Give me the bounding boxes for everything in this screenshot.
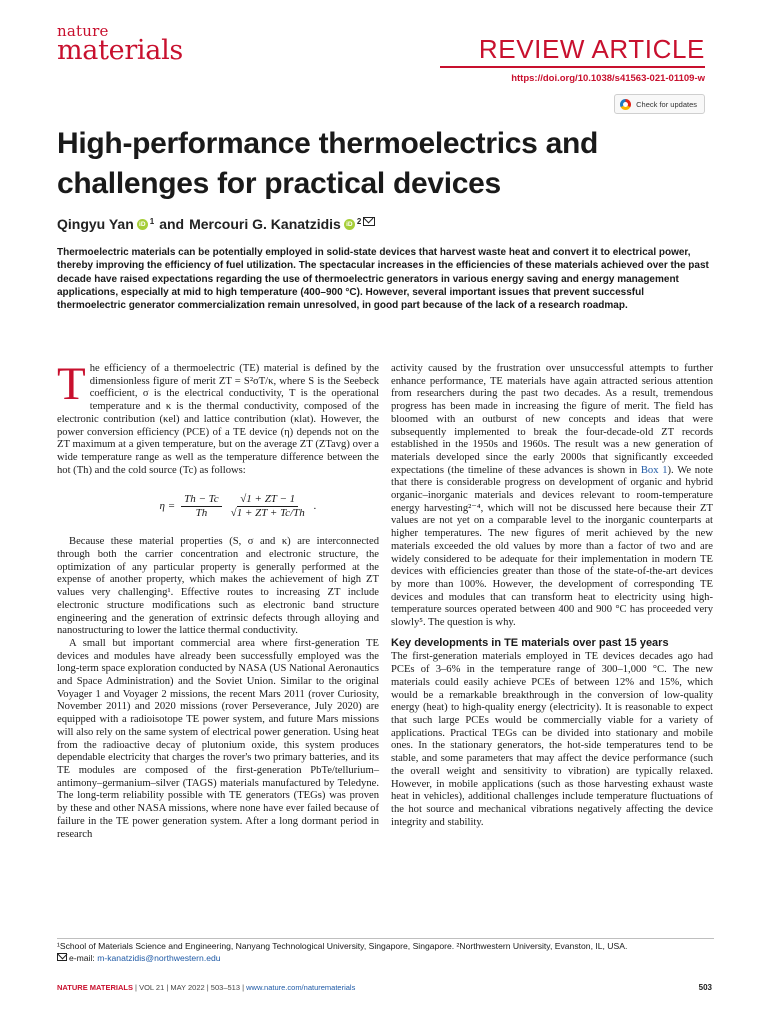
page-number: 503 <box>698 983 712 992</box>
envelope-icon <box>57 953 67 961</box>
doi-link[interactable]: https://doi.org/10.1038/s41563-021-01109-w <box>511 73 705 84</box>
journal-name: NATURE MATERIALS <box>57 983 133 992</box>
logo-line-2: materials <box>57 35 183 66</box>
paragraph-text: he efficiency of a thermoelectric (TE) material is defined by the dimensionless figure of merit ZT = S²σT/κ, where S is the Seebeck coefficient, σ is the electrical conductivity, T is the operational temperature and κ is the thermal conductivity, composed of the electronic contribution (κel) and lattice contribution (κlat). However, the power conversion efficiency (PCE) of a TE device (η) depends not on the ZT maximum at a given temperature, but on the average ZT (ZTavg) over a wide temperature range as well as the temperature difference between the hot (Th) and the cold source (Tc) as follows: <box>57 363 379 476</box>
journal-logo[interactable] <box>57 24 183 64</box>
check-updates-button[interactable] <box>614 94 705 114</box>
efficiency-equation <box>97 488 379 524</box>
box-1-link[interactable]: Box 1 <box>640 464 668 476</box>
equation-fraction-2 <box>228 493 308 520</box>
orcid-icon[interactable]: iD <box>137 219 148 230</box>
journal-footer <box>57 983 355 992</box>
body-paragraph: The first-generation materials employed in TE devices decades ago had PCEs of 3–6% in the temperature range of 300–1,000 °C. The new materials could easily achieve PCEs of between 12% and 15%, which would be a remarkable breakthrough in the conversion of low-quality energy (heat) to high-quality energy (electricity). It is reasonable to expect that such large PCEs would be commercially viable for a variety of applications. Practical TEGs can be divided into stationary and mobile ones. In the stationary generators, the hot-side temperatures tend to be stable, and some parameters that may affect the device performance (such the overall weight and sensitivity to vibration) are typically relaxed. However, in mobile applications (such as those harvesting exhaust waste heat in vehicles), additional challenges include temperature fluctuations of the hot source and mechanical vibrations negatively affecting the device integrity and stability. <box>391 651 713 828</box>
body-paragraph: Because these material properties (S, σ and κ) are interconnected through both the carrier concentration and electronic structure, the optimization of any particular property is generally performed at the expense of another property, which makes the achievement of high ZT values very challenging¹. Effective routes to increasing ZT include electronic structure modifications such as electronic band structure engineering and the generation of extrinsic defects through alloying and nanostructuring to lower the lattice thermal conductivity. <box>57 536 379 637</box>
section-heading: Key developments in TE materials over past 15 years <box>391 636 669 649</box>
check-updates-label: Check for updates <box>636 99 697 109</box>
header-divider <box>440 66 705 68</box>
email-link[interactable]: m-kanatzidis@northwestern.edu <box>97 952 221 963</box>
journal-info: | VOL 21 | MAY 2022 | 503–513 | <box>132 983 247 992</box>
equation-fraction-1 <box>181 493 222 520</box>
body-paragraph <box>391 363 713 630</box>
author-separator: and <box>159 216 185 232</box>
crossmark-icon <box>620 99 631 110</box>
envelope-icon[interactable] <box>363 217 375 226</box>
article-title: High-performance thermoelectrics and challenges for practical devices <box>57 127 599 200</box>
author-1[interactable]: Qingyu Yan <box>57 216 134 232</box>
author-2-affiliation: 2 <box>356 216 362 226</box>
logo-line-1: nature <box>57 22 109 40</box>
affiliation-text: ¹School of Materials Science and Engineering, Nanyang Technological University, Singapore, Singapore. ²Northwestern University, Evanston, IL, USA. <box>57 941 628 951</box>
email-line <box>57 953 714 965</box>
intro-paragraph <box>57 358 379 477</box>
orcid-icon[interactable]: iD <box>344 219 355 230</box>
body-column-right <box>391 363 713 829</box>
paragraph-text: activity caused by the frustration over unsuccessful attempts to further enhance performance, TE materials have again attracted serious attention from researchers during the past two decades. As a result, tremendous progress has been made in increasing the figure of merit. The field has bloomed with an outburst of new concepts and ideas that were subsequently implemented to break the four-decade-old ZT records established in the 1950s and 1960s. The result was a new generation of materials developed since the early 2000s that significantly exceeded expectations (the timeline of these advances is shown in <box>391 363 713 476</box>
equation-lhs: η = <box>159 499 176 512</box>
article-type: REVIEW ARTICLE <box>478 34 705 64</box>
affiliations <box>57 941 714 964</box>
footnote-divider <box>57 938 714 939</box>
abstract: Thermoelectric materials can be potentially employed in solid-state devices that harvest waste heat and convert it to electrical power, thereby improving the efficiency of fuel utilization. The spectacular increases in the efficiencies of these materials achieved over the past decade have raised expectations regarding the use of thermoelectric generators in various energy saving and energy management applications, especially at mid to high temperature (400–900 °C). However, several important issues that prevent successful thermoelectric generator commercialization remain unresolved, in good part because of the lack of a research roadmap. <box>57 247 709 312</box>
journal-url[interactable]: www.nature.com/naturematerials <box>246 983 356 992</box>
body-paragraph: A small but important commercial area where first-generation TE devices and modules have already been successfully employed was the long-term space exploration conducted by NASA (US National Aeronautics and Space Administration) and the Soviet Union. Similar to the original Voyager 1 and Voyager 2 missions, the recent Mars 2011 (rover Curiosity, November 2011) and 2020 missions (rover Perseverance, July 2020) are equipped with a radioisotope TE power system, and future Mars missions will also rely on the same system of electrical power generation. Using heat from the radioactive decay of plutonium oxide, this system produces dependable electricity that charges the rover's two primary batteries, and its TE modules are composed of the first-generation PbTe/tellurium–antimony–germanium–silver (TAGS) materials manufactured by Teledyne. The long-term reliability possible with TE generators (TEGs) was proven by these and other NASA missions, where none have ever failed because of failure in the TE power generation system. After a long dormant period in research <box>57 637 379 840</box>
body-column-left <box>57 358 379 841</box>
fraction-numerator: Th − Tc <box>181 493 222 507</box>
fraction-numerator: √1 + ZT − 1 <box>237 493 298 507</box>
equation-end: . <box>313 499 317 512</box>
paragraph-text: ). We note that there is considerable progress on development of organic and hybrid organic–inorganic materials and devices relevant to room-temperature energy harvesting²⁻⁴, which will not be discussed here because their ZT values are not yet on a comparable level to the inorganic counterparts at higher temperatures. The new figures of merit achieved by the new materials exceeded the old values by more than a factor of two and are widely considered to be adequate for their implementation in modern TE devices with efficiencies greater than those of the state-of-the-art devices by more than 100%. However, the development of corresponding TE devices and modules that can transform heat to electricity using high-temperature sources operated between 400 and 900 °C has proceeded very slowly⁵. The question is why. <box>391 464 713 629</box>
author-2[interactable]: Mercouri G. Kanatzidis <box>189 216 341 232</box>
fraction-denominator: Th <box>195 506 208 519</box>
drop-cap: T <box>57 358 86 410</box>
author-line <box>57 216 375 232</box>
author-1-affiliation: 1 <box>149 216 155 226</box>
email-label: e-mail: <box>69 952 95 963</box>
fraction-denominator: √1 + ZT + Tc/Th <box>230 506 305 519</box>
